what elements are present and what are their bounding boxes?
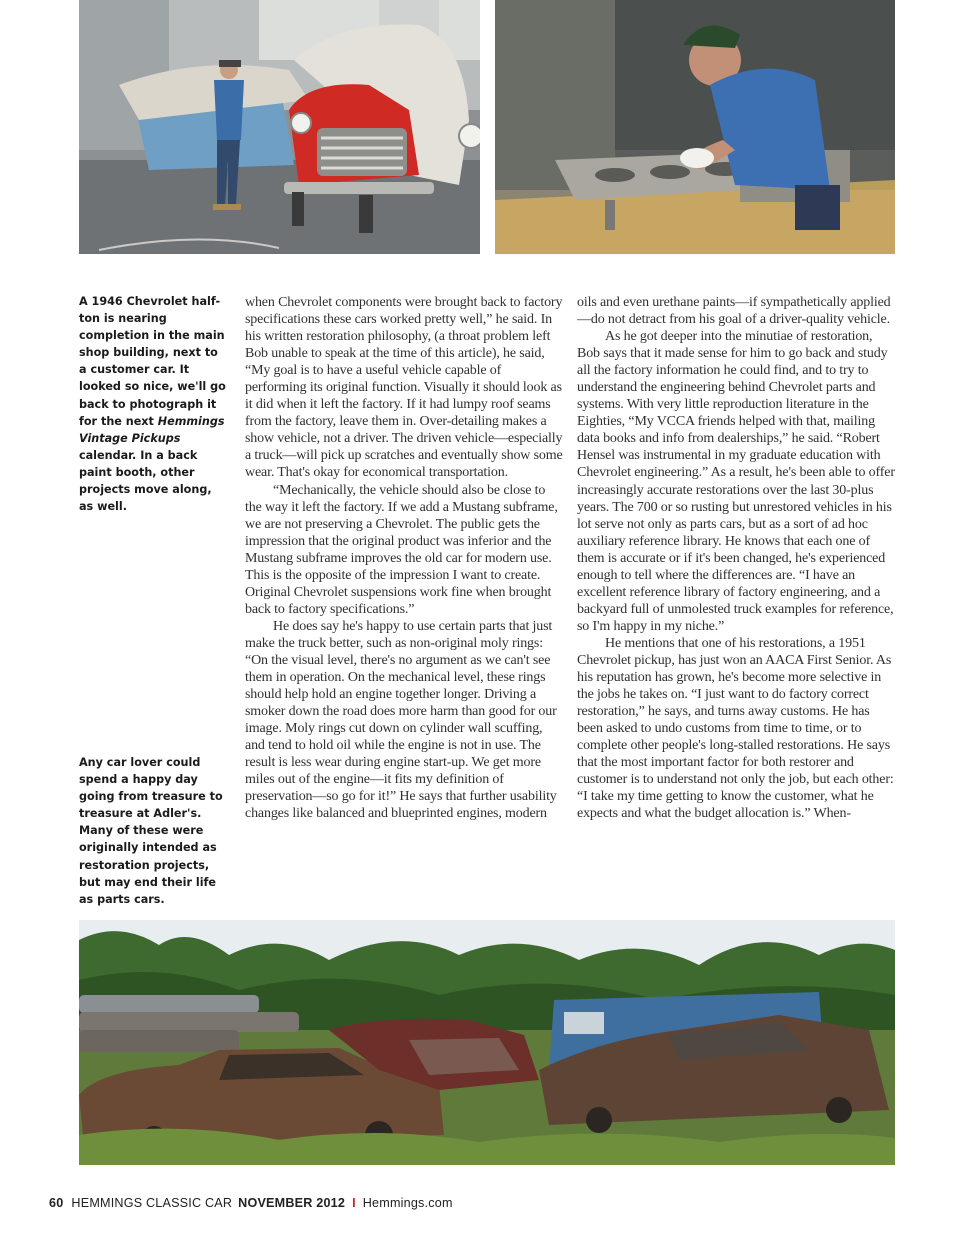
issue-date: NOVEMBER 2012	[238, 1196, 346, 1210]
caption-top-text-after: calendar. In a back paint booth, other projects move along, as well.	[79, 448, 212, 514]
photo-caption-junkyard: Any car lover could spend a happy day going from treasure to treasure at Adler's. Many of these were originally intended as restoration projects, but may end their life as parts cars.	[79, 756, 223, 906]
caption-top-text-before: A 1946 Chevrolet half-ton is nearing completion in the main shop building, next to a customer car. It looked so nice, we'll go back to photograph it for the next	[79, 295, 226, 428]
article-column-1	[245, 294, 563, 822]
article-paragraph: He does say he's happy to use certain parts that just make the truck better, such as non-original moly rings: “On the visual level, there's no argument as we can't see them in operation. On the mechanical level, these rings should help hold an engine together longer. Driving a smoker down the road does more harm than good for our image. Moly rings cut down on cylinder wall scuffing, and tend to hold oil while the engine is not in use. The result is less wear during engine start-up. We get more miles out of the engine—it fits my definition of preservation—so go for it!” He says that further usability changes like balanced and blueprinted engines, modern	[245, 618, 557, 822]
photo-workbench-restoration	[495, 0, 895, 254]
photo-restored-pickup	[79, 0, 480, 254]
footer-separator: I	[352, 1196, 356, 1210]
article-paragraph: As he got deeper into the minutiae of restoration, Bob says that it made sense for him to go back and study all the factory information he could find, and to try to understand the engineering behind Chevrolet parts and systems. With very little reproduction literature in the Eighties, “My VCCA friends helped with that, mailing data books and info from dealerships,” he said. “Robert Hensel was instrumental in my graduate education with Chevrolet engineering.” As a result, he's been able to offer increasingly accurate restorations over the last 30-plus years. The 700 or so rusting but unrestored vehicles in his lot serve not only as parts cars, but as a sort of ad hoc auxiliary reference library. He knows that each one of them is accurate or if it's been changed, he's experienced enough to tell where the differences are. “I have an excellent reference library of factory engineering, and a backyard full of unmolested truck examples for reference, so I'm happy in my niche.”	[577, 329, 895, 634]
photo-caption-shop	[79, 293, 229, 515]
page-number: 60	[49, 1196, 64, 1210]
article-paragraph: He mentions that one of his restorations, a 1951 Chevrolet pickup, has just won an AACA First Senior. As his reputation has grown, he's become more selective in the jobs he takes on. “I just want to do factory correct restoration,” he says, and turns away customs. He has been asked to undo customs from time to time, or to complete other people's long-stalled restorations. He says that the most important factor for both restorer and customer is to understand not only the job, but each other: “I take my time getting to know the customer, what he expects and what the budget allocation is.” When-	[577, 635, 894, 822]
website-link[interactable]: Hemmings.com	[362, 1196, 453, 1210]
page-footer	[49, 1196, 453, 1210]
article-column-2	[577, 294, 895, 822]
article-paragraph: “Mechanically, the vehicle should also be close to the way it left the factory. If we add a Mustang subframe, we are not preserving a Chevrolet. The public gets the impression that the original product was inferior and the Mustang subframe improves the old car for modern use. This is the opposite of the impression I want to create. Original Chevrolet suspensions work fine when brought back to factory specifications.”	[245, 482, 558, 617]
photo-junkyard-cars	[79, 920, 895, 1165]
caption-top-italic-title: Hemmings Vintage Pickups	[79, 414, 225, 445]
article-paragraph: oils and even urethane paints—if sympathetically applied—do not detract from his goal of a driver-quality vehicle.	[577, 295, 891, 328]
article-paragraph: when Chevrolet components were brought back to factory specifications these cars worked pretty well,” he said. In his written restoration philosophy, (a throat problem left Bob unable to speak at the time of this article), he said, “My goal is to have a useful vehicle capable of performing its original function. Visually it should look as it did when it left the factory. If it had lumpy roof seams from the factory, leave them in. Over-detailing makes a show vehicle, not a driver. The driven vehicle—especially a truck—will pick up scratches and eventually show some wear. That's okay for economical transportation.	[245, 295, 563, 481]
magazine-name: HEMMINGS CLASSIC CAR	[71, 1196, 233, 1210]
